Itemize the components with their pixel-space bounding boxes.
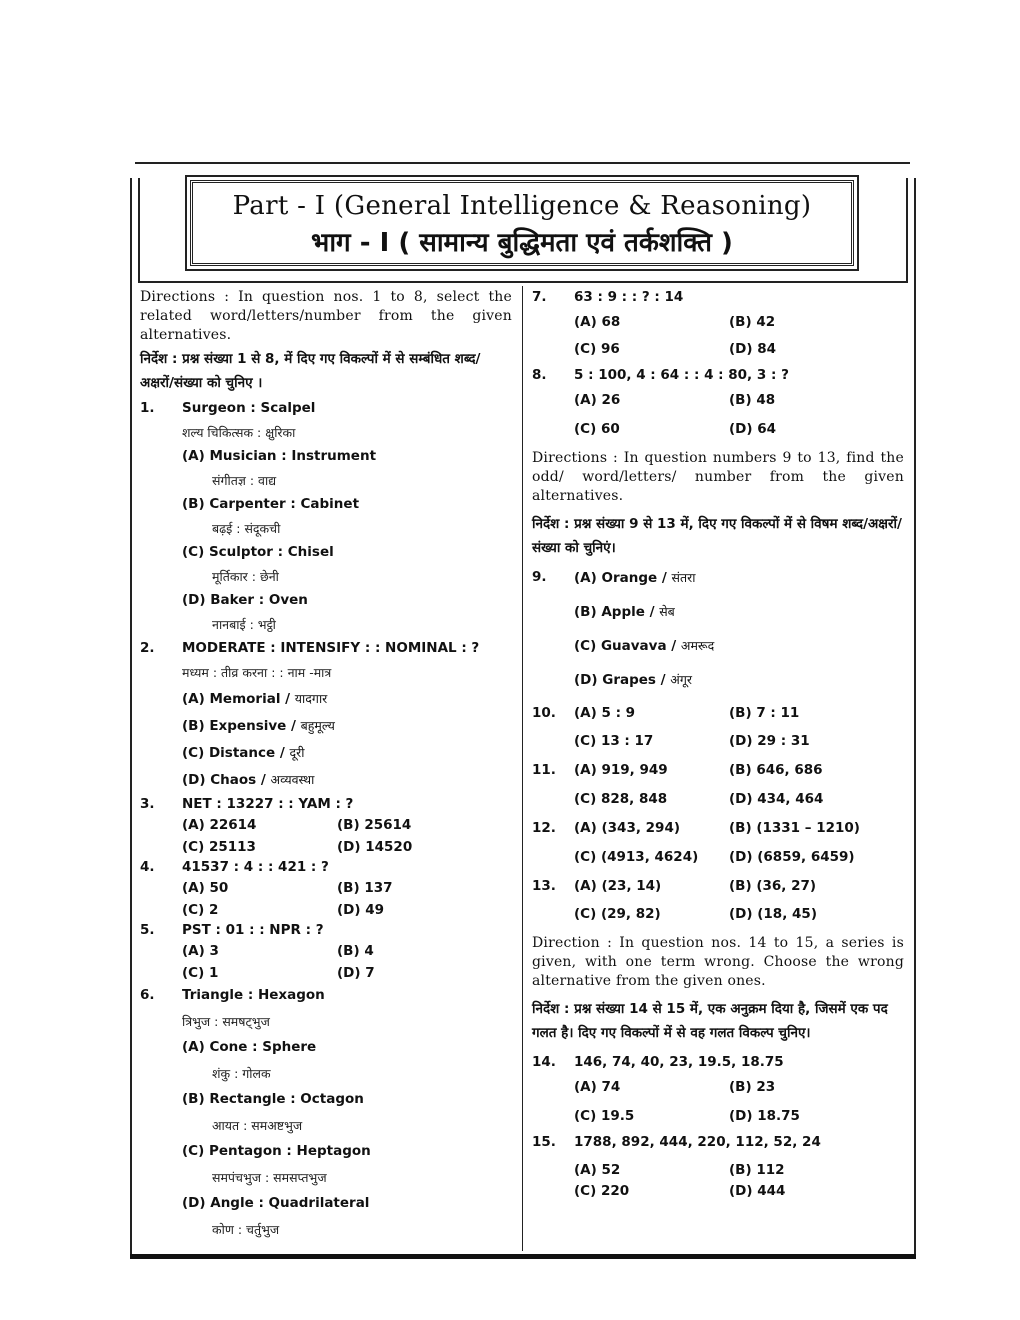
option-b: (B) 137 (337, 880, 393, 896)
q-text: Triangle : Hexagon (182, 987, 325, 1003)
bottom-bar (130, 1254, 916, 1259)
q-number: 7. (532, 289, 547, 305)
option-b: (B) 25614 (337, 817, 412, 833)
q-text: PST : 01 : : NPR : ? (182, 922, 324, 938)
question-10 (532, 699, 904, 755)
option-a: (A) Orange / (574, 570, 667, 586)
q-number: 4. (140, 859, 155, 875)
option-d-hindi: कोण : चर्तुभुज (212, 1222, 280, 1237)
q-number: 3. (140, 796, 155, 812)
option-c-hindi: समपंचभुज : समसप्तभुज (212, 1170, 327, 1185)
option-c-hindi: अमरूद (680, 638, 715, 653)
q-hindi: शल्य चिकित्सक : क्षुरिका (182, 425, 296, 440)
option-a: (A) (343, 294) (574, 820, 681, 836)
option-a: (A) (23, 14) (574, 878, 662, 894)
option-d-hindi: अंगूर (670, 672, 692, 687)
top-rule (135, 162, 910, 164)
question-12 (532, 814, 904, 872)
option-a: (A) 22614 (182, 817, 257, 833)
option-c: (C) 60 (574, 421, 620, 437)
q-number: 6. (140, 987, 155, 1003)
option-c: (C) Guavava / (574, 638, 677, 654)
option-d: (D) Baker : Oven (182, 592, 308, 608)
option-d-hindi: नानबाई : भट्ठी (212, 617, 276, 632)
option-b: (B) (1331 – 1210) (729, 820, 860, 836)
q-text: 1788, 892, 444, 220, 112, 52, 24 (574, 1134, 821, 1150)
section-title-hi: भाग - I ( सामान्य बुद्धिमता एवं तर्कशक्ति ) (311, 228, 733, 258)
option-b: (B) (36, 27) (729, 878, 817, 894)
q-number: 5. (140, 922, 155, 938)
option-d: (D) 434, 464 (729, 791, 824, 807)
option-a: (A) 919, 949 (574, 762, 668, 778)
q-number: 1. (140, 400, 155, 416)
option-d: (D) (6859, 6459) (729, 849, 855, 865)
option-c: (C) 96 (574, 341, 620, 357)
option-b-hindi: बढ़ई : संदूकची (212, 521, 281, 536)
option-b-hindi: आयत : समअष्टभुज (212, 1118, 303, 1133)
question-14 (532, 1053, 904, 1131)
directions-3-en: Direction : In question nos. 14 to 15, a series is given, with one term wrong. Choose the wrong alternative from the given ones. (532, 935, 904, 989)
q-number: 12. (532, 820, 556, 836)
option-d: (D) 29 : 31 (729, 733, 810, 749)
q-text: 5 : 100, 4 : 64 : : 4 : 80, 3 : ? (574, 367, 789, 383)
option-a: (A) Memorial / (182, 691, 291, 707)
option-c: (C) 2 (182, 902, 219, 918)
q-number: 13. (532, 878, 556, 894)
option-c: (C) 828, 848 (574, 791, 668, 807)
option-b: (B) Rectangle : Octagon (182, 1091, 364, 1107)
q-text: 41537 : 4 : : 421 : ? (182, 859, 329, 875)
q-text: 63 : 9 : : ? : 14 (574, 289, 684, 305)
q-number: 2. (140, 640, 155, 656)
q-number: 15. (532, 1134, 556, 1150)
q-text: 146, 74, 40, 23, 19.5, 18.75 (574, 1054, 784, 1070)
option-b: (B) Expensive / (182, 718, 296, 734)
option-a: (A) 5 : 9 (574, 705, 636, 721)
option-a-hindi: संगीतज्ञ : वाद्य (212, 473, 277, 488)
option-c: (C) 19.5 (574, 1108, 635, 1124)
option-b-hindi: बहुमूल्य (300, 718, 335, 733)
question-8 (532, 366, 904, 444)
option-c: (C) Sculptor : Chisel (182, 544, 334, 560)
frame-right-inner (906, 178, 908, 282)
option-d: (D) Grapes / (574, 672, 666, 688)
q-number: 9. (532, 569, 547, 585)
page-frame (130, 178, 916, 1258)
directions-en: Directions : In question nos. 1 to 8, select the related word/letters/number from the given alternatives. (140, 289, 512, 343)
option-a: (A) 3 (182, 943, 219, 959)
option-b: (B) Carpenter : Cabinet (182, 496, 360, 512)
option-d: (D) 84 (729, 341, 777, 357)
section-title-en: Part - I (General Intelligence & Reasoning) (232, 191, 812, 221)
option-a: (A) 52 (574, 1162, 621, 1178)
q-number: 10. (532, 705, 556, 721)
q-number: 11. (532, 762, 556, 778)
option-b: (B) 4 (337, 943, 374, 959)
option-d: (D) Angle : Quadrilateral (182, 1195, 370, 1211)
q-text: Surgeon : Scalpel (182, 400, 316, 416)
question-11 (532, 756, 904, 814)
option-a-hindi: संतरा (671, 570, 696, 585)
option-d: (D) (18, 45) (729, 906, 817, 922)
question-13 (532, 872, 904, 928)
directions-2-en: Directions : In question numbers 9 to 13, find the odd/ word/letters/ number from the given alternatives. (532, 450, 904, 504)
section-title-box (190, 180, 854, 266)
option-a-hindi: यादगार (294, 691, 328, 706)
option-c: (C) 13 : 17 (574, 733, 654, 749)
q-number: 14. (532, 1054, 556, 1070)
option-b: (B) 42 (729, 314, 776, 330)
option-d: (D) 14520 (337, 839, 413, 855)
option-d-hindi: अव्यवस्था (270, 772, 315, 787)
option-c-hindi: मूर्तिकार : छेनी (212, 569, 279, 584)
left-column (140, 288, 512, 1239)
option-d: (D) 18.75 (729, 1108, 800, 1124)
option-b: (B) 23 (729, 1079, 776, 1095)
option-c: (C) (4913, 4624) (574, 849, 699, 865)
frame-right-line (914, 178, 916, 1258)
option-a: (A) 68 (574, 314, 621, 330)
q-hindi: मध्यम : तीव्र करना : : नाम -मात्र (182, 665, 332, 680)
question-9 (532, 568, 904, 690)
frame-left-line (130, 178, 132, 1258)
option-c: (C) Distance / (182, 745, 285, 761)
q-text: MODERATE : INTENSIFY : : NOMINAL : ? (182, 640, 480, 656)
directions-hi: निर्देश : प्रश्न संख्या 1 से 8, में दिए गए विकल्पों में से सम्बंधित शब्द/अक्षरों/संख्या को चुनिए । (140, 351, 481, 391)
option-c: (C) 220 (574, 1183, 630, 1199)
q-hindi: त्रिभुज : समषट्भुज (182, 1014, 270, 1029)
directions-3-hi: निर्देश : प्रश्न संख्या 14 से 15 में, एक अनुक्रम दिया है, जिसमें एक पद गलत है। दिए गए विकल्पों में से वह गलत विकल्प चुनिए। (532, 1001, 888, 1041)
question-2 (140, 639, 512, 790)
option-a: (A) Musician : Instrument (182, 448, 377, 464)
question-1 (140, 399, 512, 634)
option-c-hindi: दूरी (289, 745, 305, 760)
option-b: (B) Apple / (574, 604, 655, 620)
option-b: (B) 646, 686 (729, 762, 823, 778)
option-b: (B) 7 : 11 (729, 705, 800, 721)
option-c: (C) Pentagon : Heptagon (182, 1143, 371, 1159)
header-rule (138, 281, 908, 283)
frame-left-inner (138, 178, 140, 282)
question-7 (532, 288, 904, 363)
question-15 (532, 1133, 904, 1202)
option-d: (D) Chaos / (182, 772, 266, 788)
question-6 (140, 986, 512, 1239)
option-b: (B) 48 (729, 392, 776, 408)
option-b-hindi: सेब (659, 604, 675, 619)
right-column (532, 288, 904, 1202)
option-b: (B) 112 (729, 1162, 785, 1178)
option-d: (D) 49 (337, 902, 385, 918)
question-3 (140, 795, 512, 858)
option-a: (A) 26 (574, 392, 621, 408)
q-text: NET : 13227 : : YAM : ? (182, 796, 354, 812)
option-c: (C) 1 (182, 965, 219, 981)
question-5 (140, 921, 512, 984)
option-a: (A) Cone : Sphere (182, 1039, 317, 1055)
option-c: (C) 25113 (182, 839, 256, 855)
option-d: (D) 444 (729, 1183, 786, 1199)
column-divider (522, 286, 523, 1251)
q-number: 8. (532, 367, 547, 383)
option-d: (D) 64 (729, 421, 777, 437)
option-a: (A) 50 (182, 880, 229, 896)
option-a: (A) 74 (574, 1079, 621, 1095)
option-d: (D) 7 (337, 965, 375, 981)
question-4 (140, 858, 512, 921)
directions-2-hi: निर्देश : प्रश्न संख्या 9 से 13 में, दिए गए विकल्पों में से विषम शब्द/अक्षरों/संख्या को चुनिएं। (532, 516, 902, 556)
option-c: (C) (29, 82) (574, 906, 661, 922)
option-a-hindi: शंकु : गोलक (212, 1066, 271, 1081)
